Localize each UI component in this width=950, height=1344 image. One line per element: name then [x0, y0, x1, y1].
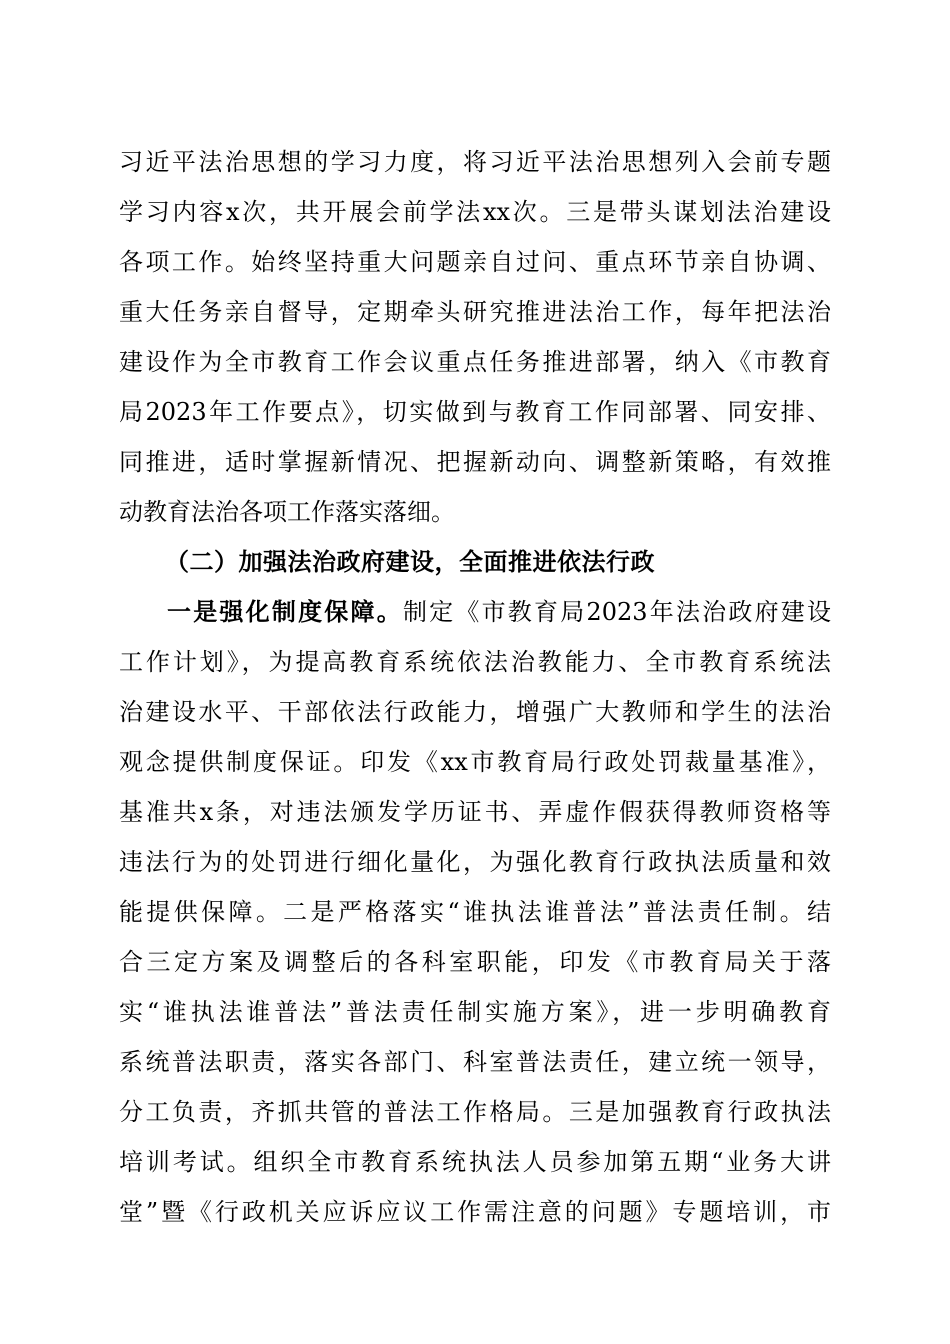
body-text-line: 治建设水平、干部依法行政能力，增强广大教师和学生的法治	[119, 698, 831, 726]
body-text-line: 违法行为的处罚进行细化量化，为强化教育行政执法质量和效	[119, 848, 831, 876]
body-text-line: 实“谁执法谁普法”普法责任制实施方案》，进一步明确教育	[119, 998, 831, 1026]
body-text-line: 学习内容x次，共开展会前学法xx次。三是带头谋划法治建设	[119, 198, 831, 226]
body-text-line	[167, 592, 831, 632]
body-text-line: 重大任务亲自督导，定期牵头研究推进法治工作，每年把法治	[119, 298, 831, 326]
body-text-line: 基准共x条，对违法颁发学历证书、弄虚作假获得教师资格等	[119, 798, 831, 826]
body-text-line: 各项工作。始终坚持重大问题亲自过问、重点环节亲自协调、	[119, 248, 831, 276]
body-text-line: 同推进，适时掌握新情况、把握新动向、调整新策略，有效推	[119, 448, 831, 476]
section-heading: （二）加强法治政府建设，全面推进依法行政	[165, 548, 655, 576]
body-text-line: 局2023年工作要点》，切实做到与教育工作同部署、同安排、	[119, 398, 831, 426]
body-text-line: 习近平法治思想的学习力度，将习近平法治思想列入会前专题	[119, 148, 831, 176]
lead-phrase: 一是强化制度保障。	[167, 598, 403, 626]
body-text-line: 堂”暨《行政机关应诉应议工作需注意的问题》专题培训，市	[119, 1198, 831, 1226]
body-text-line: 分工负责，齐抓共管的普法工作格局。三是加强教育行政执法	[119, 1098, 831, 1126]
body-text-line: 建设作为全市教育工作会议重点任务推进部署，纳入《市教育	[119, 348, 831, 376]
body-text-line: 系统普法职责，落实各部门、科室普法责任，建立统一领导，	[119, 1048, 831, 1076]
body-text-line: 观念提供制度保证。印发《xx市教育局行政处罚裁量基准》，	[119, 748, 831, 776]
body-text-segment: 制定《市教育局2023年法治政府建设	[402, 598, 832, 626]
body-text-line: 培训考试。组织全市教育系统执法人员参加第五期“业务大讲	[119, 1148, 831, 1176]
body-text-line: 合三定方案及调整后的各科室职能，印发《市教育局关于落	[119, 948, 831, 976]
body-text-line: 能提供保障。二是严格落实“谁执法谁普法”普法责任制。结	[119, 898, 831, 926]
body-text-line: 动教育法治各项工作落实落细。	[119, 498, 455, 526]
body-text-line: 工作计划》，为提高教育系统依法治教能力、全市教育系统法	[119, 648, 831, 676]
